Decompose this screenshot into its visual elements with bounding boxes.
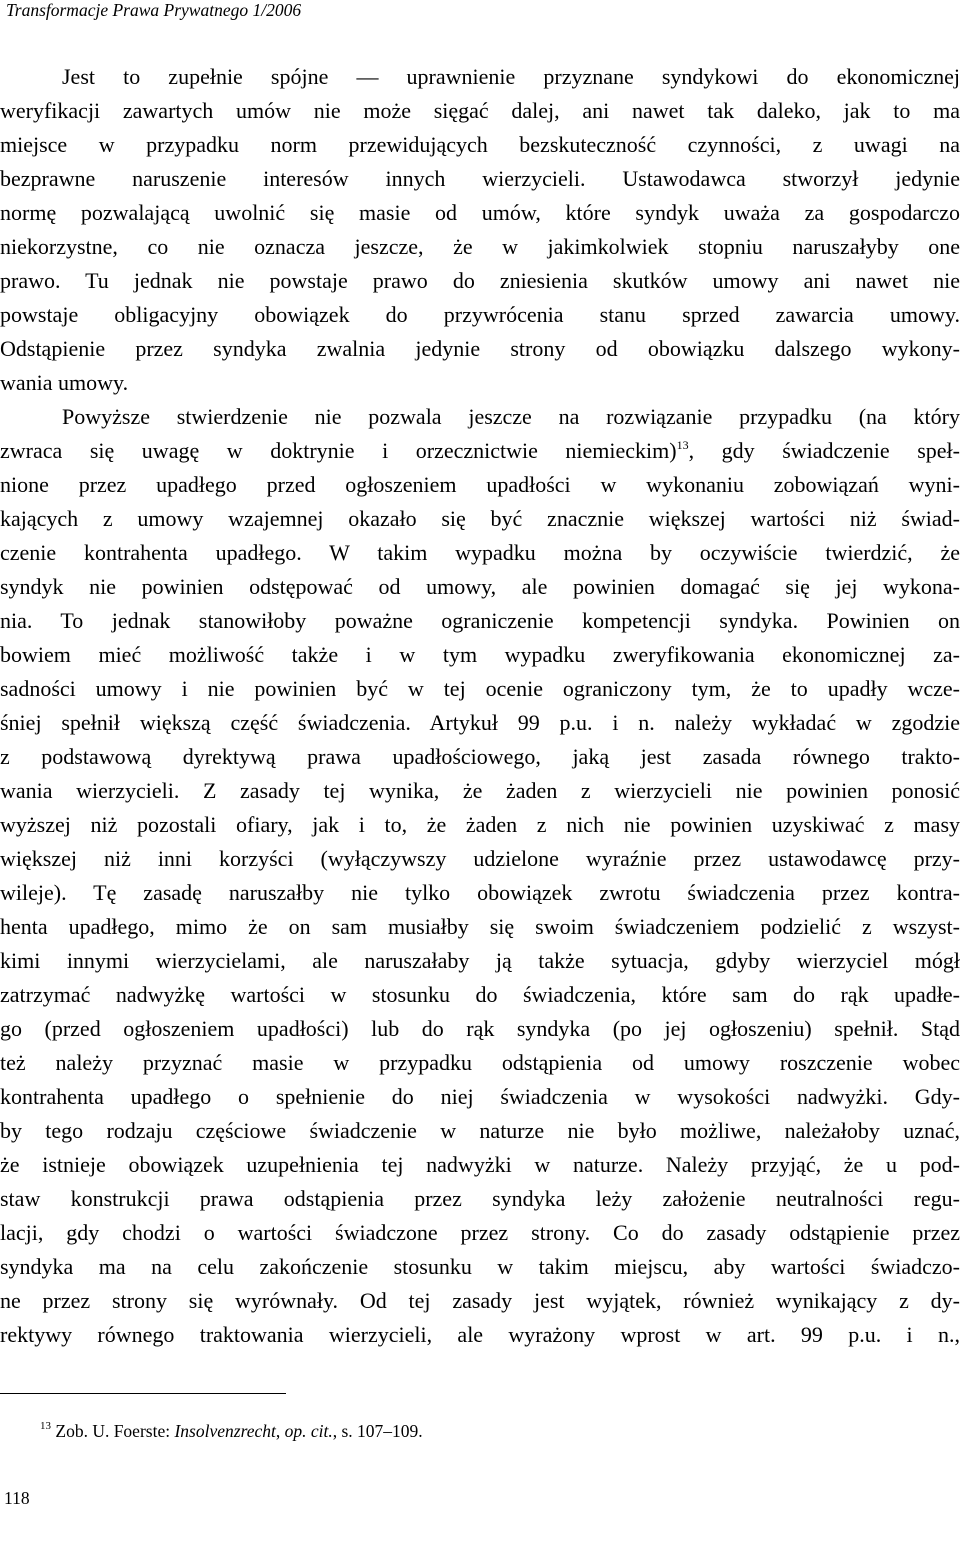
line-text: zwraca się uwagę w doktrynie i orzecznictwie niemieckim) <box>0 438 677 463</box>
paragraph-1-line: normę pozwalającą uwolnić się masie od umów, które syndyk uważa za gospodarczo <box>0 200 960 225</box>
paragraph-2-line: by tego rodzaju częściowe świadczenie w naturze nie było możliwe, należałoby uznać, <box>0 1118 960 1143</box>
paragraph-2-line: ne przez strony się wyrównały. Od tej zasady jest wyjątek, również wynikający z dy- <box>0 1288 960 1313</box>
paragraph-1-line: niekorzystne, co nie oznacza jeszcze, że w jakimkolwiek stopniu naruszałyby one <box>0 234 960 259</box>
paragraph-1-line: wania umowy. <box>0 370 129 395</box>
paragraph-2-line: z podstawową dyrektywą prawa upadłościowego, jaką jest zasada równego trakto- <box>0 744 960 769</box>
paragraph-2-line: lacji, gdy chodzi o wartości świadczone przez strony. Co do zasady odstąpienie przez <box>0 1220 960 1245</box>
paragraph-2-line: nia. To jednak stanowiłoby poważne ograniczenie kompetencji syndyka. Powinien on <box>0 608 960 633</box>
footnote-text: , <box>275 1421 285 1441</box>
paragraph-2-line: nione przez upadłego przed ogłoszeniem upadłości w wykonaniu zobowiązań wyni- <box>0 472 960 497</box>
footnote-ref[interactable]: 13 <box>676 438 689 452</box>
paragraph-2-line: wania wierzycieli. Z zasady tej wynika, że żaden z wierzycieli nie powinien ponosić <box>0 778 960 803</box>
running-head: Transformacje Prawa Prywatnego 1/2006 <box>6 0 302 20</box>
paragraph-2-line: kających z umowy wzajemnej okazało się być znacznie większej wartości niż świad- <box>0 506 960 531</box>
paragraph-2-line: zatrzymać nadwyżkę wartości w stosunku do świadczenia, które sam do rąk upadłe- <box>0 982 960 1007</box>
paragraph-1-line: Odstąpienie przez syndyka zwalnia jedynie strony od obowiązku dalszego wykony- <box>0 336 960 361</box>
paragraph-2-line: rektywy równego traktowania wierzycieli, ale wyrażony wprost w art. 99 p.u. i n., <box>0 1322 960 1347</box>
paragraph-2-line: go (przed ogłoszeniem upadłości) lub do rąk syndyka (po jej ogłoszeniu) spełnił. Stąd <box>0 1016 960 1041</box>
paragraph-2-line: wileje). Tę zasadę naruszałby nie tylko obowiązek zwrotu świadczenia przez kontra- <box>0 880 960 905</box>
footnote-text: , s. 107–109. <box>332 1421 423 1441</box>
paragraph-2-line: też należy przyznać masie w przypadku odstąpienia od umowy roszczenie wobec <box>0 1050 960 1075</box>
paragraph-1-line: powstaje obligacyjny obowiązek do przywrócenia stanu sprzed zawarcia umowy. <box>0 302 960 327</box>
line-text: , gdy świadczenie speł- <box>688 438 960 463</box>
paragraph-2-line: kontrahenta upadłego o spełnienie do niej świadczenia w wysokości nadwyżki. Gdy- <box>0 1084 960 1109</box>
paragraph-1-line: weryfikacji zawartych umów nie może sięgać dalej, ani nawet tak daleko, jak to ma <box>0 98 960 123</box>
paragraph-2-line: sadności umowy i nie powinien być w tej ocenie ograniczony tym, że to upadły wcze- <box>0 676 960 701</box>
paragraph-2-line: staw konstrukcji prawa odstąpienia przez syndyka leży założenie neutralności regu- <box>0 1186 960 1211</box>
paragraph-2-line: czenie kontrahenta upadłego. W takim wypadku można by oczywiście twierdzić, że <box>0 540 960 565</box>
paragraph-2-line: syndyka ma na celu zakończenie stosunku w takim miejscu, aby wartości świadczo- <box>0 1254 960 1279</box>
paragraph-2-line: Powyższe stwierdzenie nie pozwala jeszcze na rozwiązanie przypadku (na który <box>62 404 960 429</box>
paragraph-2-line: że istnieje obowiązek uzupełnienia tej nadwyżki w naturze. Należy przyjąć, że u pod- <box>0 1152 960 1177</box>
footnote <box>40 1420 423 1442</box>
paragraph-2-line: kimi innymi wierzycielami, ale naruszałaby ją także sytuacja, gdyby wierzyciel mógł <box>0 948 960 973</box>
paragraph-2-line: bowiem mieć możliwość także i w tym wypadku zweryfikowania ekonomicznej za- <box>0 642 960 667</box>
footnote-number: 13 <box>40 1420 51 1432</box>
paragraph-2-line: wyższej niż pozostali ofiary, jak i to, że żaden z nich nie powinien uzyskiwać z masy <box>0 812 960 837</box>
paragraph-2-line: większej niż inni korzyści (wyłączywszy udzielone wyraźnie przez ustawodawcę przy- <box>0 846 960 871</box>
paragraph-1-line: bezprawne naruszenie interesów innych wierzycieli. Ustawodawca stworzył jedynie <box>0 166 960 191</box>
paragraph-2-line-with-footnote-ref <box>0 434 960 468</box>
footnote-separator <box>0 1393 286 1394</box>
footnote-title: Insolvenzrecht <box>174 1421 276 1441</box>
paragraph-1-line: prawo. Tu jednak nie powstaje prawo do zniesienia skutków umowy ani nawet nie <box>0 268 960 293</box>
paragraph-2-line: syndyk nie powinien odstępować od umowy, ale powinien domagać się jej wykona- <box>0 574 960 599</box>
page-number: 118 <box>4 1488 30 1508</box>
footnote-op-cit: op. cit. <box>284 1421 333 1441</box>
footnote-text: Zob. U. Foerste: <box>55 1421 175 1441</box>
paragraph-1-line: Jest to zupełnie spójne — uprawnienie przyznane syndykowi do ekonomicznej <box>62 64 960 89</box>
paragraph-2-line: henta upadłego, mimo że on sam musiałby się swoim świadczeniem podzielić z wszyst- <box>0 914 960 939</box>
paragraph-1-line: miejsce w przypadku norm przewidujących bezskuteczność czynności, z uwagi na <box>0 132 960 157</box>
paragraph-2-line: śniej spełnił większą część świadczenia. Artykuł 99 p.u. i n. należy wykładać w zgodzie <box>0 710 960 735</box>
